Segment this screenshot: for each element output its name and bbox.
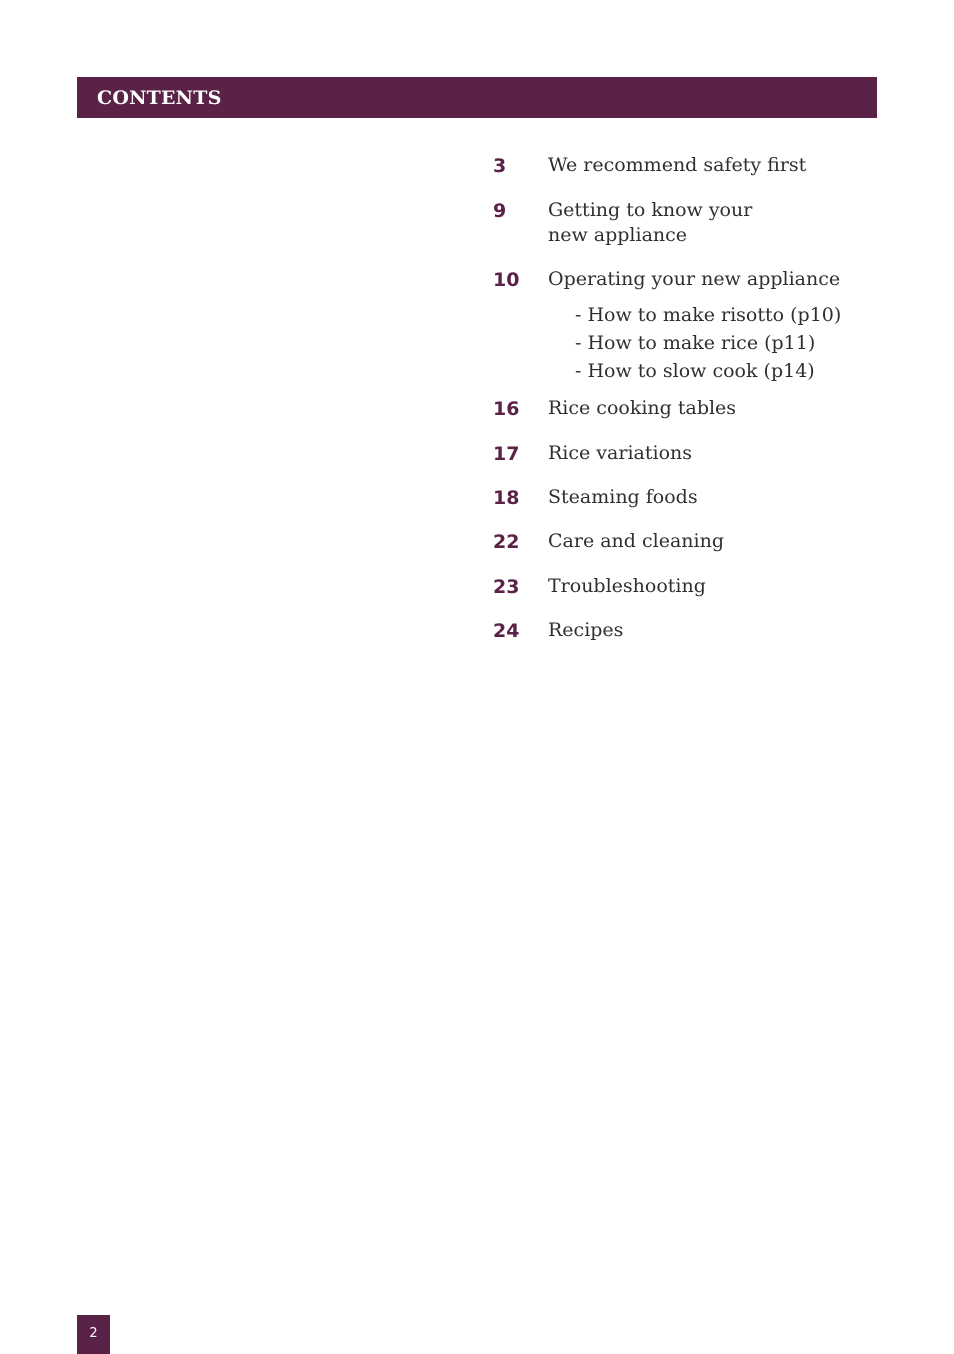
toc-page-number: 16 (493, 398, 520, 420)
toc-page-number: 23 (493, 576, 520, 598)
toc-entry-title: Operating your new appliance (548, 268, 841, 290)
toc-page-number: 9 (493, 200, 507, 222)
page-title: CONTENTS (97, 87, 222, 109)
toc-page-number: 24 (493, 620, 520, 642)
toc-entry-title: Steaming foods (548, 486, 698, 508)
toc-entry-title: Recipes (548, 619, 624, 641)
page-number-badge (77, 1315, 110, 1354)
toc-entry-title: Rice variations (548, 442, 692, 464)
toc-entry-title-line-1: Getting to know your (548, 199, 753, 221)
toc-entry-title: We recommend safety first (548, 154, 807, 176)
toc-page-number: 22 (493, 531, 520, 553)
toc-entry-title: Troubleshooting (548, 575, 706, 597)
toc-entry-title: Care and cleaning (548, 530, 725, 552)
toc-page-number: 3 (493, 155, 507, 177)
toc-subitem-risotto[interactable]: - How to make risotto (p10) (575, 304, 842, 326)
toc-entry-title: Rice cooking tables (548, 397, 737, 419)
toc-page-number: 17 (493, 443, 520, 465)
page-number: 2 (89, 1326, 98, 1341)
toc-page-number: 18 (493, 487, 520, 509)
toc-entry-title-line-2: new appliance (548, 224, 688, 246)
toc-subitem-slow-cook[interactable]: - How to slow cook (p14) (575, 360, 815, 382)
toc-page-number: 10 (493, 269, 520, 291)
toc-subitem-rice[interactable]: - How to make rice (p11) (575, 332, 816, 354)
contents-header-bar (77, 77, 877, 118)
